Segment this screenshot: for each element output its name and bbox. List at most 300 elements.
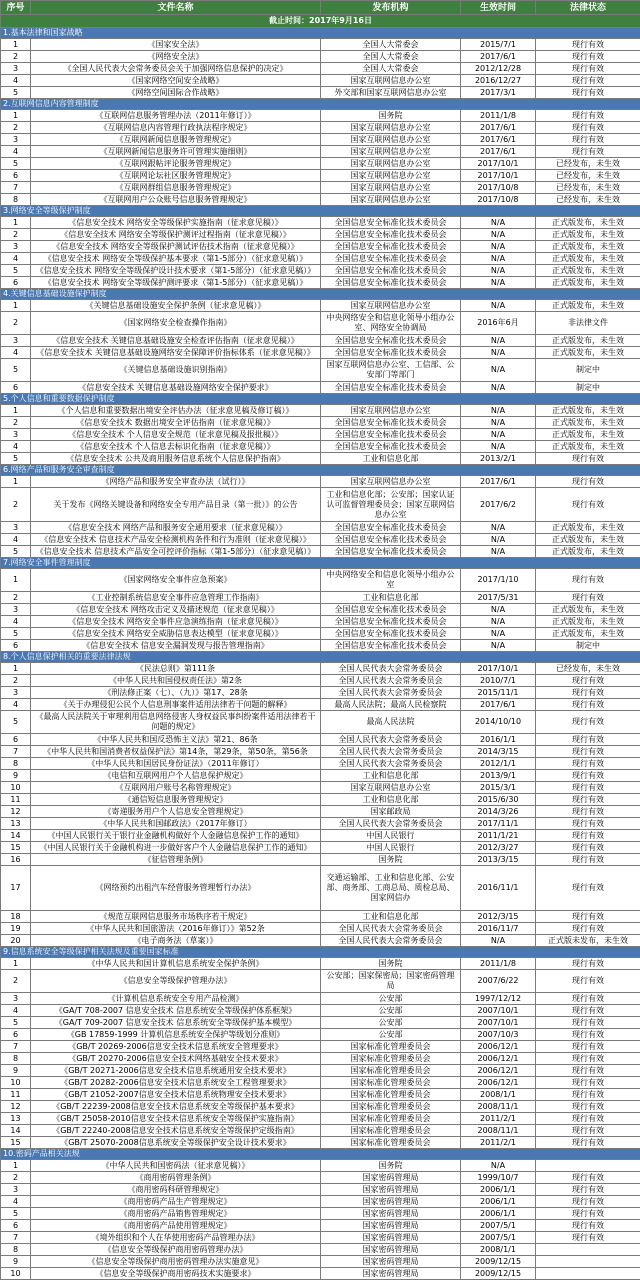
table-row <box>1 758 640 770</box>
cell-status: 现行有效 <box>536 746 640 758</box>
deadline-text: 截止时间：2017年9月16日 <box>1 15 640 28</box>
cell-no: 1 <box>1 405 31 417</box>
cell-date: 2008/1/1 <box>461 1089 536 1101</box>
cell-date: N/A <box>461 1160 536 1172</box>
cell-org: 国家互联网信息办公室、工信部、公安部门等部门 <box>321 359 461 382</box>
cell-status: 已经发布，未生效 <box>536 158 640 170</box>
cell-name: 《电信和互联网用户个人信息保护规定》 <box>31 770 321 782</box>
table-row <box>1 687 640 699</box>
cell-status: 已经发布，未生效 <box>536 170 640 182</box>
cell-date: 2008/11/1 <box>461 1101 536 1113</box>
cell-org: 全国信息安全标准化技术委员会 <box>321 441 461 453</box>
cell-date: 2007/6/22 <box>461 970 536 993</box>
cell-no: 2 <box>1 312 31 335</box>
cell-no: 12 <box>1 806 31 818</box>
cell-org: 全国信息安全标准化技术委员会 <box>321 253 461 265</box>
cell-no: 4 <box>1 75 31 87</box>
cell-date: N/A <box>461 241 536 253</box>
cell-status: 现行有效 <box>536 911 640 923</box>
cell-status: 正式版发布，未生效 <box>536 628 640 640</box>
cell-date: N/A <box>461 640 536 652</box>
cell-date: N/A <box>461 441 536 453</box>
cell-date: 2012/12/28 <box>461 63 536 75</box>
cell-no: 6 <box>1 734 31 746</box>
cell-status: 现行有效 <box>536 818 640 830</box>
cell-org: 全国信息安全标准化技术委员会 <box>321 616 461 628</box>
cell-no: 4 <box>1 1005 31 1017</box>
cell-org: 工业和信息化部 <box>321 592 461 604</box>
cell-date: N/A <box>461 265 536 277</box>
cell-name: 《信息安全技术 网络安全等级保护测评要求（第1-5部分）（征求意见稿）》 <box>31 277 321 289</box>
cell-name: 《信息安全技术 关键信息基础设施网络安全保护要求》 <box>31 382 321 394</box>
cell-no: 5 <box>1 1017 31 1029</box>
cell-name: 《信息安全技术 网络安全等级保护测评过程指南（征求意见稿）》 <box>31 229 321 241</box>
cell-name: 《最高人民法院关于审理利用信息网络侵害人身权益民事纠纷案件适用法律若干问题的规定》 <box>31 711 321 734</box>
cell-name: 《互联网信息服务管理办法（2011年修订）》 <box>31 110 321 122</box>
table-row <box>1 1208 640 1220</box>
cell-status: 现行有效 <box>536 770 640 782</box>
cell-no: 1 <box>1 300 31 312</box>
cell-status: 现行有效 <box>536 842 640 854</box>
table-row <box>1 1017 640 1029</box>
cell-date: 2009/12/15 <box>461 1268 536 1280</box>
cell-name: 《中国人民银行关于金融机构进一步做好客户个人金融信息保护工作的通知》 <box>31 842 321 854</box>
cell-no: 3 <box>1 604 31 616</box>
section-title: 5.个人信息和重要数据保护制度 <box>1 394 640 405</box>
section-title: 1.基本法律和国家战略 <box>1 28 640 39</box>
section-row <box>1 465 640 476</box>
cell-no: 10 <box>1 782 31 794</box>
cell-name: 《信息安全等级保护商用密码技术实施要求》 <box>31 1268 321 1280</box>
cell-date: 2014/10/10 <box>461 711 536 734</box>
cell-org: 国家互联网信息办公室 <box>321 170 461 182</box>
table-row <box>1 830 640 842</box>
section-title: 3.网络安全等级保护制度 <box>1 206 640 217</box>
cell-date: N/A <box>461 546 536 558</box>
cell-name: 《关于办理侵犯公民个人信息刑事案件适用法律若干问题的解释》 <box>31 699 321 711</box>
cell-name: 《GB/T 22239-2008信息安全技术信息系统安全等级保护基本要求》 <box>31 1101 321 1113</box>
cell-org: 最高人民法院；最高人民检察院 <box>321 699 461 711</box>
header-row <box>1 1 640 15</box>
table-row <box>1 1184 640 1196</box>
cell-status: 非法律文件 <box>536 312 640 335</box>
cell-org: 最高人民法院 <box>321 711 461 734</box>
cell-org: 国家密码管理局 <box>321 1220 461 1232</box>
cell-name: 《刑法修正案（七）、（九）》第17、28条 <box>31 687 321 699</box>
cell-date: N/A <box>461 616 536 628</box>
cell-org: 公安部 <box>321 1017 461 1029</box>
cell-date: 2017/5/31 <box>461 592 536 604</box>
cell-status: 正式版发布，未生效 <box>536 534 640 546</box>
cell-org: 国家标准化管理委员会 <box>321 1077 461 1089</box>
cell-org: 全国信息安全标准化技术委员会 <box>321 640 461 652</box>
table-row <box>1 923 640 935</box>
cell-name: 《关键信息基础设施识别指南》 <box>31 359 321 382</box>
cell-org: 国家互联网信息办公室 <box>321 122 461 134</box>
table-row <box>1 675 640 687</box>
cell-name: 《互联网群组信息服务管理规定》 <box>31 182 321 194</box>
cell-date: 2011/2/1 <box>461 1113 536 1125</box>
header-org: 发布机构 <box>321 1 461 15</box>
cell-org: 全国信息安全标准化技术委员会 <box>321 335 461 347</box>
cell-status: 正式版发布，未生效 <box>536 241 640 253</box>
cell-no: 2 <box>1 417 31 429</box>
table-row <box>1 616 640 628</box>
cell-org: 全国人民代表大会常务委员会 <box>321 675 461 687</box>
cell-no: 5 <box>1 628 31 640</box>
cell-org: 全国信息安全标准化技术委员会 <box>321 546 461 558</box>
cell-date: N/A <box>461 522 536 534</box>
cell-org: 全国信息安全标准化技术委员会 <box>321 522 461 534</box>
cell-name: 《互联网跟帖评论服务管理规定》 <box>31 158 321 170</box>
cell-status: 现行有效 <box>536 39 640 51</box>
cell-status: 现行有效 <box>536 569 640 592</box>
cell-no: 4 <box>1 441 31 453</box>
cell-no: 3 <box>1 335 31 347</box>
cell-name: 《国家网络安全事件应急预案》 <box>31 569 321 592</box>
cell-no: 20 <box>1 935 31 947</box>
cell-status: 现行有效 <box>536 866 640 911</box>
cell-no: 1 <box>1 1160 31 1172</box>
cell-no: 8 <box>1 1244 31 1256</box>
cell-no: 13 <box>1 1113 31 1125</box>
cell-no: 3 <box>1 429 31 441</box>
cell-org: 工业和信息化部；公安部；国家认证认可监督管理委员会；国家互联网信息办公室 <box>321 488 461 522</box>
cell-date: 2013/2/1 <box>461 453 536 465</box>
cell-org: 全国人民代表大会常务委员会 <box>321 923 461 935</box>
cell-org: 国家互联网信息办公室 <box>321 158 461 170</box>
cell-status: 现行有效 <box>536 993 640 1005</box>
cell-no: 2 <box>1 51 31 63</box>
cell-status <box>536 1268 640 1280</box>
cell-status: 正式版发布，未生效 <box>536 335 640 347</box>
cell-date: 1997/12/12 <box>461 993 536 1005</box>
section-row <box>1 652 640 663</box>
cell-org: 国家标准化管理委员会 <box>321 1113 461 1125</box>
cell-no: 3 <box>1 687 31 699</box>
cell-no: 5 <box>1 87 31 99</box>
table-row <box>1 241 640 253</box>
table-row <box>1 335 640 347</box>
cell-status: 现行有效 <box>536 1184 640 1196</box>
table-row <box>1 1041 640 1053</box>
cell-name: 《中华人民共和国密码法（征求意见稿）》 <box>31 1160 321 1172</box>
table-row <box>1 699 640 711</box>
cell-no: 4 <box>1 146 31 158</box>
cell-no: 5 <box>1 158 31 170</box>
cell-no: 8 <box>1 758 31 770</box>
section-row <box>1 1149 640 1160</box>
cell-name: 《互联网信息内容管理行政执法程序规定》 <box>31 122 321 134</box>
section-row <box>1 558 640 569</box>
table-row <box>1 522 640 534</box>
cell-org: 公安部 <box>321 1005 461 1017</box>
table-row <box>1 746 640 758</box>
cell-status: 现行有效 <box>536 1137 640 1149</box>
cell-org: 国家密码管理局 <box>321 1184 461 1196</box>
cell-date: 2014/3/15 <box>461 746 536 758</box>
cell-org: 国家密码管理局 <box>321 1256 461 1268</box>
table-row <box>1 640 640 652</box>
cell-name: 《GB/T 22240-2008信息安全技术信息系统安全等级保护定级指南》 <box>31 1125 321 1137</box>
cell-status: 制定中 <box>536 359 640 382</box>
cell-name: 《GA/T 709-2007 信息安全技术 信息系统安全等级保护基本模型》 <box>31 1017 321 1029</box>
cell-date: 2015/3/1 <box>461 782 536 794</box>
cell-date: 2015/11/1 <box>461 687 536 699</box>
cell-date: 2013/9/1 <box>461 770 536 782</box>
cell-name: 《互联网新闻信息服务管理规定》 <box>31 134 321 146</box>
cell-date: 2007/10/1 <box>461 1005 536 1017</box>
cell-name: 《信息安全技术 信息技术产品安全检测机构条件和行为准则（征求意见稿）》 <box>31 534 321 546</box>
cell-status: 现行有效 <box>536 687 640 699</box>
header-status: 法律状态 <box>536 1 640 15</box>
cell-date: 2017/10/1 <box>461 663 536 675</box>
cell-status <box>536 1244 640 1256</box>
cell-no: 18 <box>1 911 31 923</box>
cell-date: 2017/6/1 <box>461 134 536 146</box>
cell-name: 《信息安全技术 网络安全等级保护实施指南（征求意见稿）》 <box>31 217 321 229</box>
cell-name: 《GB/T 20270-2006信息安全技术网络基础安全技术要求》 <box>31 1053 321 1065</box>
table-row <box>1 312 640 335</box>
cell-status: 现行有效 <box>536 1208 640 1220</box>
cell-date: 2014/3/26 <box>461 806 536 818</box>
cell-status: 已经发布，未生效 <box>536 194 640 206</box>
cell-date: 1999/10/7 <box>461 1172 536 1184</box>
cell-status: 现行有效 <box>536 146 640 158</box>
cell-date: 2017/6/1 <box>461 146 536 158</box>
cell-no: 16 <box>1 854 31 866</box>
cell-name: 《中华人民共和国居民身份证法》（2011年修订） <box>31 758 321 770</box>
cell-name: 《中华人民共和国侵权责任法》第2条 <box>31 675 321 687</box>
table-row <box>1 39 640 51</box>
cell-no: 13 <box>1 818 31 830</box>
header-date: 生效时间 <box>461 1 536 15</box>
cell-name: 《中华人民共和国旅游法（2016年修订）》第52条 <box>31 923 321 935</box>
cell-date: 2008/1/1 <box>461 1244 536 1256</box>
table-row <box>1 1256 640 1268</box>
cell-status: 现行有效 <box>536 134 640 146</box>
cell-no: 5 <box>1 359 31 382</box>
cell-date: N/A <box>461 628 536 640</box>
table-row <box>1 818 640 830</box>
cell-name: 《计算机信息系统安全专用产品检测》 <box>31 993 321 1005</box>
table-row <box>1 1065 640 1077</box>
cell-org: 全国人大常委会 <box>321 63 461 75</box>
table-row <box>1 87 640 99</box>
cell-org: 全国信息安全标准化技术委员会 <box>321 534 461 546</box>
cell-status: 现行有效 <box>536 1113 640 1125</box>
cell-date: N/A <box>461 253 536 265</box>
cell-date: 2012/3/27 <box>461 842 536 854</box>
cell-status: 正式版发布，未生效 <box>536 604 640 616</box>
cell-status: 正式版发布，未生效 <box>536 265 640 277</box>
cell-status: 现行有效 <box>536 1029 640 1041</box>
table-row <box>1 417 640 429</box>
cell-name: 《民法总则》第111条 <box>31 663 321 675</box>
table-row <box>1 382 640 394</box>
cell-date: 2017/6/2 <box>461 488 536 522</box>
table-row <box>1 628 640 640</box>
table-row <box>1 300 640 312</box>
table-row <box>1 592 640 604</box>
cell-name: 《信息安全等级保护商用密码管理办法》 <box>31 1244 321 1256</box>
cell-status: 现行有效 <box>536 806 640 818</box>
table-row <box>1 488 640 522</box>
cell-name: 《信息安全技术 网络安全等级保护基本要求（第1-5部分）（征求意见稿）》 <box>31 253 321 265</box>
cell-name: 《信息安全技术 关键信息基础设施安全检查评估指南（征求意见稿）》 <box>31 335 321 347</box>
cell-status: 现行有效 <box>536 699 640 711</box>
cell-no: 2 <box>1 592 31 604</box>
cell-no: 2 <box>1 675 31 687</box>
cell-no: 1 <box>1 110 31 122</box>
cell-date: 2006/12/1 <box>461 1065 536 1077</box>
cell-org: 全国信息安全标准化技术委员会 <box>321 347 461 359</box>
cell-status: 正式版发布，未生效 <box>536 546 640 558</box>
cell-date: N/A <box>461 300 536 312</box>
cell-status: 现行有效 <box>536 1017 640 1029</box>
cell-org: 国务院 <box>321 1160 461 1172</box>
cell-no: 1 <box>1 217 31 229</box>
cell-status: 现行有效 <box>536 1196 640 1208</box>
cell-date: 2007/5/1 <box>461 1232 536 1244</box>
cell-org: 中央网络安全和信息化领导小组办公室 <box>321 569 461 592</box>
cell-org: 中国人民银行 <box>321 830 461 842</box>
cell-status: 正式版发布，未生效 <box>536 229 640 241</box>
cell-status: 已经发布，未生效 <box>536 182 640 194</box>
cell-org: 全国人民代表大会常务委员会 <box>321 818 461 830</box>
table-row <box>1 51 640 63</box>
section-title: 7.网络安全事件管理制度 <box>1 558 640 569</box>
cell-org: 全国人民代表大会常务委员会 <box>321 746 461 758</box>
cell-name: 《商用密码科研管理规定》 <box>31 1184 321 1196</box>
cell-date: 2016/11/7 <box>461 923 536 935</box>
cell-name: 《规范互联网信息服务市场秩序若干规定》 <box>31 911 321 923</box>
cell-no: 5 <box>1 711 31 734</box>
cell-name: 《互联网论坛社区服务管理规定》 <box>31 170 321 182</box>
cell-date: 2010/7/1 <box>461 675 536 687</box>
cell-org: 国家互联网信息办公室 <box>321 134 461 146</box>
table-row <box>1 663 640 675</box>
section-title: 6.网络产品和服务安全审查制度 <box>1 465 640 476</box>
table-row <box>1 253 640 265</box>
cell-status: 现行有效 <box>536 734 640 746</box>
section-row <box>1 99 640 110</box>
cell-name: 《信息安全技术 网络安全威胁信息表达模型（征求意见稿）》 <box>31 628 321 640</box>
cell-org: 国家互联网信息办公室 <box>321 782 461 794</box>
cell-name: 《信息安全技术 个人信息安全规范（征求意见稿及报批稿）》 <box>31 429 321 441</box>
table-row <box>1 1029 640 1041</box>
cell-status: 现行有效 <box>536 453 640 465</box>
cell-date: N/A <box>461 347 536 359</box>
cell-org: 全国人大常委会 <box>321 39 461 51</box>
cell-no: 12 <box>1 1101 31 1113</box>
cell-name: 《GB/T 20269-2006信息安全技术信息系统安全管理要求》 <box>31 1041 321 1053</box>
table-row <box>1 217 640 229</box>
cell-name: 《网络预约出租汽车经营服务管理暂行办法》 <box>31 866 321 911</box>
cell-org: 全国信息安全标准化技术委员会 <box>321 217 461 229</box>
cell-status: 正式版发布，未生效 <box>536 277 640 289</box>
cell-name: 《信息安全技术 个人信息去标识化指南（征求意见稿）》 <box>31 441 321 453</box>
cell-date: 2011/1/8 <box>461 110 536 122</box>
table-row <box>1 1077 640 1089</box>
cell-date: 2017/3/1 <box>461 87 536 99</box>
header-no: 序号 <box>1 1 31 15</box>
cell-no: 5 <box>1 265 31 277</box>
cell-no: 9 <box>1 770 31 782</box>
cell-org: 国家互联网信息办公室 <box>321 194 461 206</box>
table-row <box>1 63 640 75</box>
table-row <box>1 1172 640 1184</box>
cell-date: 2006/12/1 <box>461 1077 536 1089</box>
cell-org: 国家密码管理局 <box>321 1196 461 1208</box>
section-row <box>1 947 640 958</box>
cell-date: N/A <box>461 335 536 347</box>
cell-no: 4 <box>1 253 31 265</box>
cell-date: 2007/5/1 <box>461 1220 536 1232</box>
cell-date: 2008/11/1 <box>461 1125 536 1137</box>
cell-status: 现行有效 <box>536 1172 640 1184</box>
cell-status: 现行有效 <box>536 758 640 770</box>
cell-date: 2015/7/1 <box>461 39 536 51</box>
cell-no: 7 <box>1 182 31 194</box>
cell-org: 全国信息安全标准化技术委员会 <box>321 429 461 441</box>
cell-name: 《中华人民共和国计算机信息系统安全保护条例》 <box>31 958 321 970</box>
cell-org: 国家标准化管理委员会 <box>321 1089 461 1101</box>
cell-org: 工业和信息化部 <box>321 453 461 465</box>
table-row <box>1 265 640 277</box>
cell-org: 全国信息安全标准化技术委员会 <box>321 229 461 241</box>
cell-no: 4 <box>1 616 31 628</box>
section-row <box>1 28 640 39</box>
cell-name: 《网络空间国际合作战略》 <box>31 87 321 99</box>
table-row <box>1 1137 640 1149</box>
table-row <box>1 347 640 359</box>
cell-no: 6 <box>1 640 31 652</box>
cell-date: 2006/1/1 <box>461 1196 536 1208</box>
cell-name: 《网络安全法》 <box>31 51 321 63</box>
cell-no: 6 <box>1 1029 31 1041</box>
cell-status: 现行有效 <box>536 1041 640 1053</box>
cell-no: 4 <box>1 1196 31 1208</box>
table-row <box>1 359 640 382</box>
cell-org: 全国人民代表大会常务委员会 <box>321 687 461 699</box>
cell-no: 6 <box>1 170 31 182</box>
cell-date: 2006/1/1 <box>461 1184 536 1196</box>
cell-name: 《通信短信息服务管理规定》 <box>31 794 321 806</box>
cell-status: 现行有效 <box>536 782 640 794</box>
cell-org: 全国信息安全标准化技术委员会 <box>321 382 461 394</box>
cell-name: 《信息安全技术 网络安全等级保护测试评估技术指南（征求意见稿）》 <box>31 241 321 253</box>
cell-status: 正式版发布，未生效 <box>536 429 640 441</box>
table-row <box>1 794 640 806</box>
cell-date: 2017/10/1 <box>461 158 536 170</box>
cell-name: 《中国人民银行关于银行业金融机构做好个人金融信息保护工作的通知》 <box>31 830 321 842</box>
section-row <box>1 289 640 300</box>
cell-name: 《关键信息基础设施安全保护条例（征求意见稿）》 <box>31 300 321 312</box>
cell-date: N/A <box>461 217 536 229</box>
cell-no: 3 <box>1 134 31 146</box>
cell-org: 国家密码管理局 <box>321 1268 461 1280</box>
cell-date: 2009/12/15 <box>461 1256 536 1268</box>
cell-name: 《国家网络安全检查操作指南》 <box>31 312 321 335</box>
cell-status: 现行有效 <box>536 675 640 687</box>
cell-no: 3 <box>1 241 31 253</box>
section-row <box>1 394 640 405</box>
cell-date: N/A <box>461 417 536 429</box>
cell-status: 现行有效 <box>536 854 640 866</box>
cell-no: 2 <box>1 970 31 993</box>
cell-status: 现行有效 <box>536 1077 640 1089</box>
